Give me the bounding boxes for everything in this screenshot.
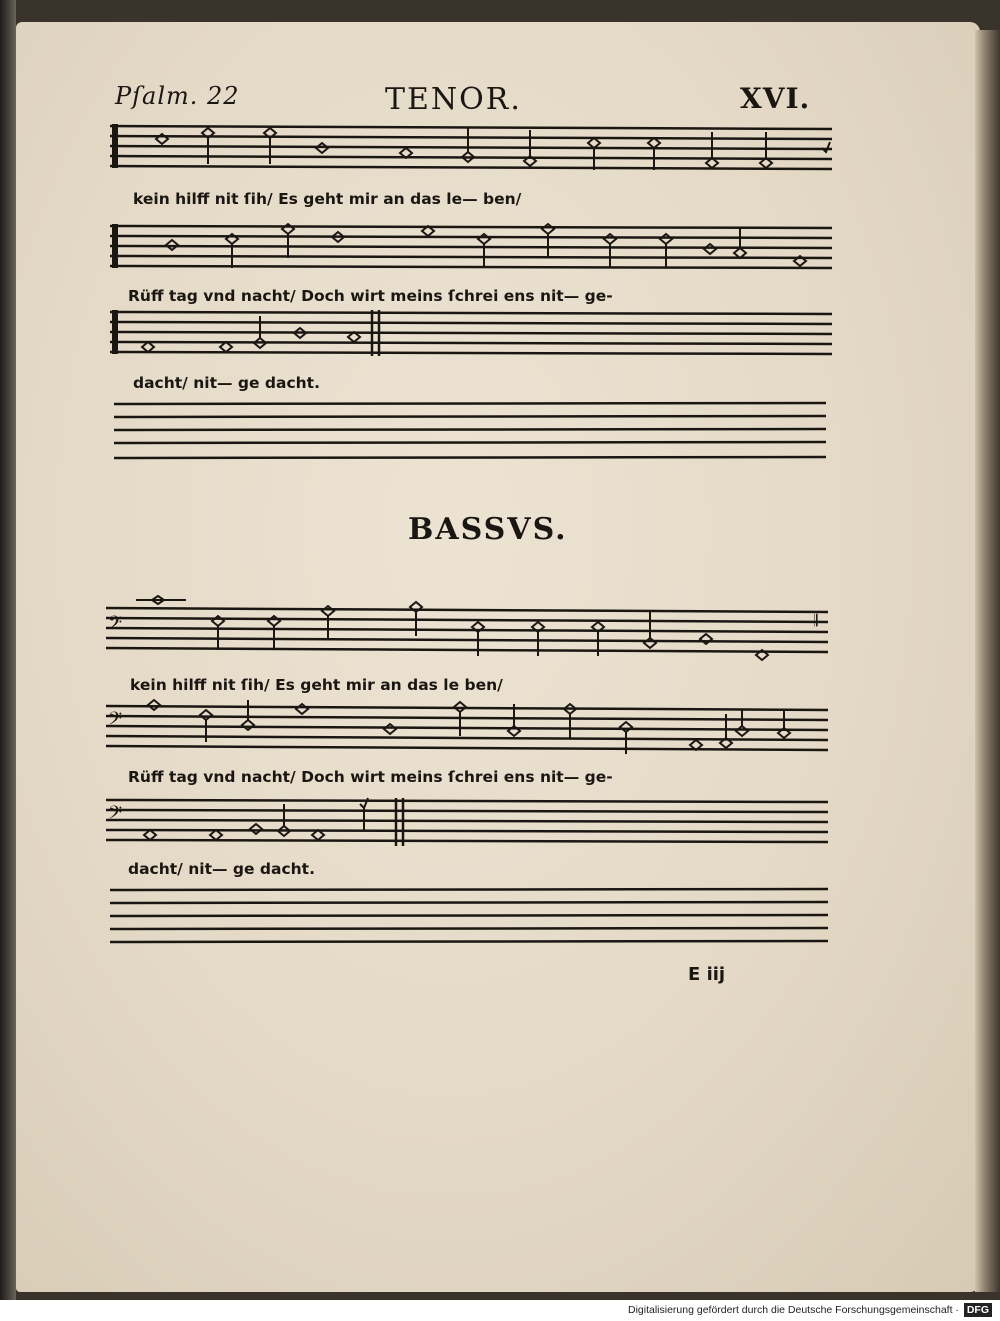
footer-text: Digitalisierung gefördert durch die Deutsche Forschungsgemeinschaft · <box>627 1304 959 1316</box>
bassus-staff-3 <box>106 794 831 854</box>
page-stack-edge <box>975 30 1000 1292</box>
bassus-staff-2 <box>106 696 831 758</box>
svg-text:𝄢: 𝄢 <box>108 709 123 734</box>
voice-title-tenor: TENOR. <box>385 82 522 117</box>
svg-text:𝄢: 𝄢 <box>108 803 123 828</box>
tenor-staff-3 <box>110 306 835 360</box>
empty-staff-bottom <box>110 886 830 946</box>
tenor-staff-2 <box>110 218 835 274</box>
tenor-lyrics-line-1: kein hilff nit ſih/ Es geht mir an das le— ben/ <box>133 190 522 208</box>
footer-credit <box>0 1300 1000 1321</box>
empty-staff <box>114 398 829 464</box>
page-folio: XVI. <box>740 82 811 115</box>
tenor-staff-1 <box>110 120 835 172</box>
psalm-number: Pſalm. 22 <box>115 82 240 110</box>
book-binding-edge <box>0 0 16 1300</box>
svg-text:𝄢: 𝄢 <box>108 613 123 638</box>
dfg-logo: DFG <box>964 1303 992 1317</box>
bassus-staff-1 <box>106 594 831 662</box>
signature-mark: E iij <box>688 964 726 985</box>
svg-text:𝄂: 𝄂 <box>814 611 818 630</box>
bassus-lyrics-line-3: dacht/ nit— ge dacht. <box>128 860 315 878</box>
tenor-lyrics-line-3: dacht/ nit— ge dacht. <box>133 374 320 392</box>
voice-title-bassus: BASSVS. <box>408 512 568 547</box>
bassus-lyrics-line-2: Rüff tag vnd nacht/ Doch wirt meins ſchrei ens nit— ge- <box>128 768 613 786</box>
bassus-lyrics-line-1: kein hilff nit ſih/ Es geht mir an das le ben/ <box>130 676 503 694</box>
tenor-lyrics-line-2: Rüff tag vnd nacht/ Doch wirt meins ſchrei ens nit— ge- <box>128 287 613 305</box>
